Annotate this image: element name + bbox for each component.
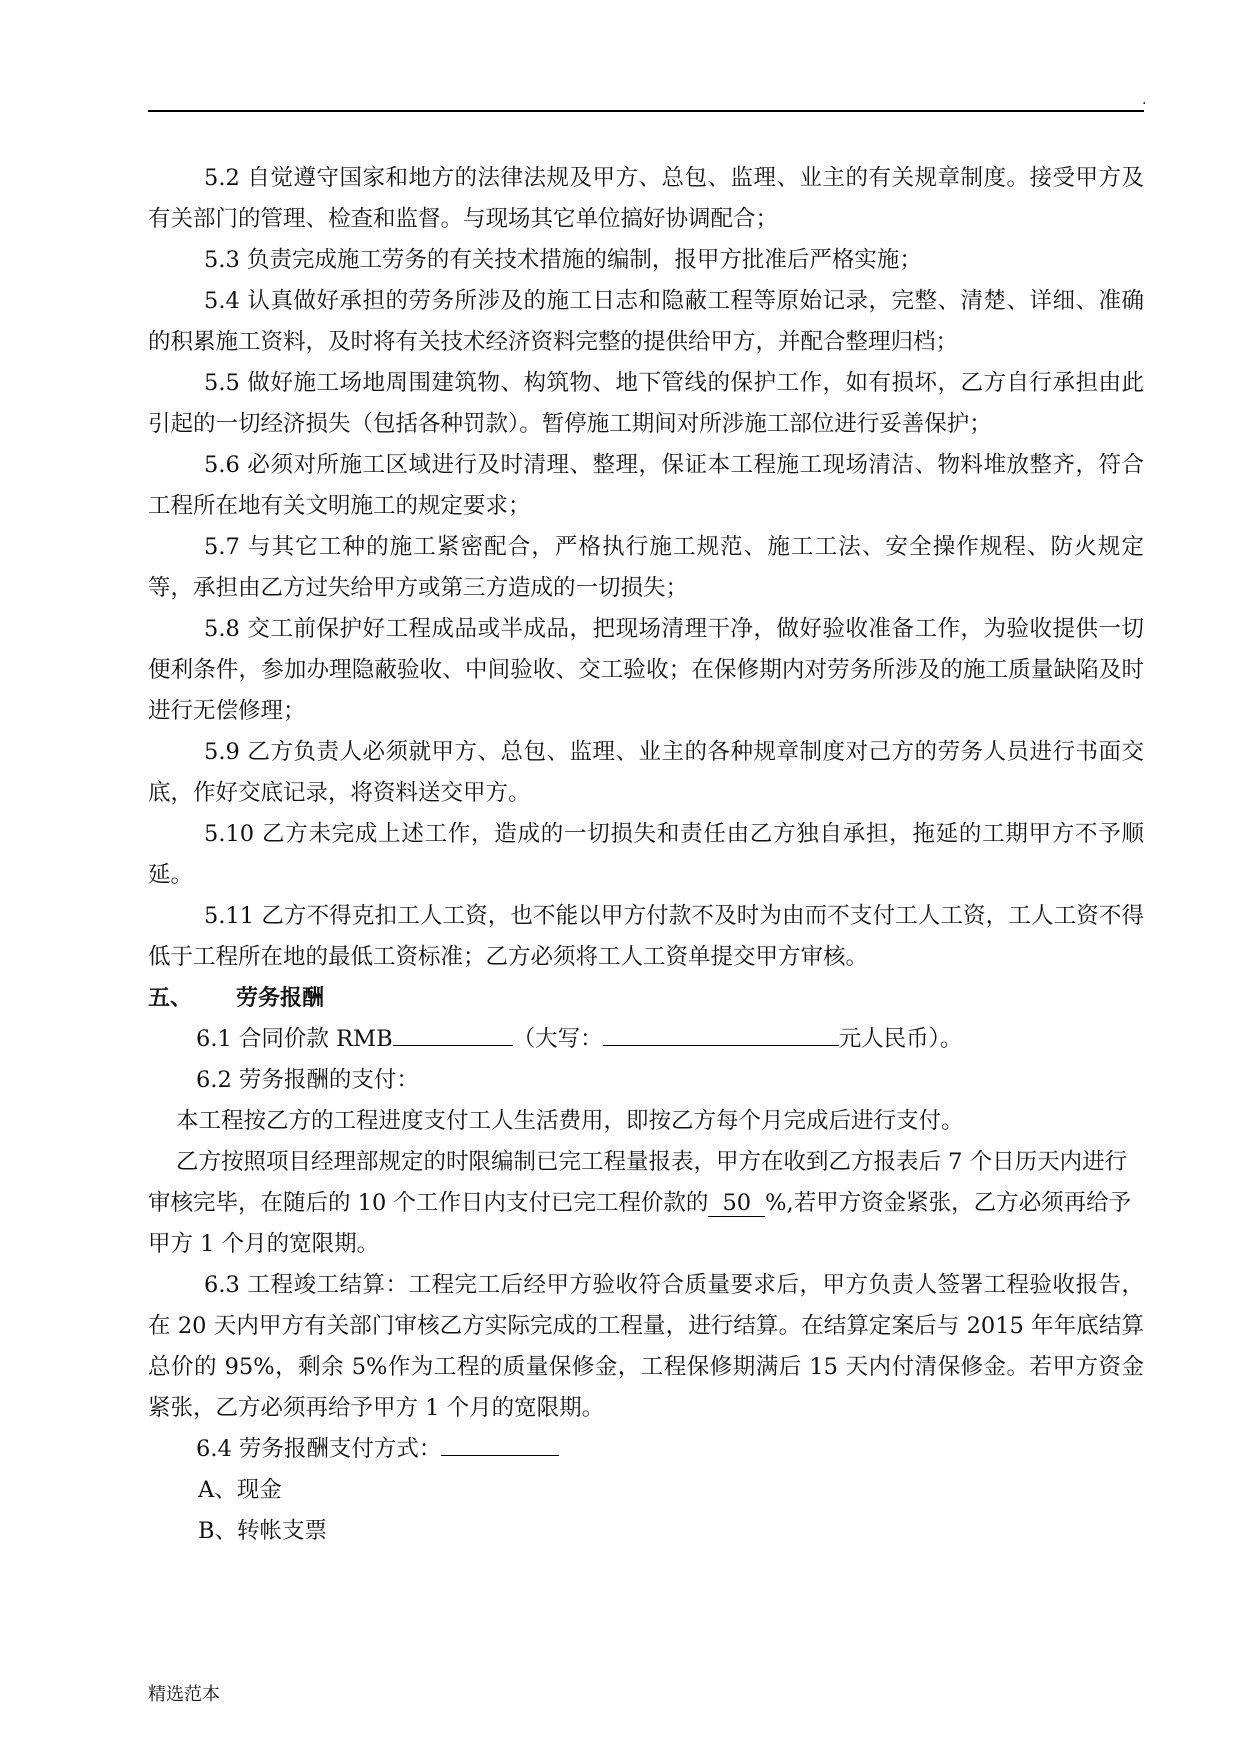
contract-amount-blank[interactable] xyxy=(393,1023,513,1046)
clause-5-4: 5.4 认真做好承担的劳务所涉及的施工日志和隐蔽工程等原始记录，完整、清楚、详细、准确的积累施工资料，及时将有关技术经济资料完整的提供给甲方，并配合整理归档； xyxy=(148,288,1144,355)
payment-method-blank[interactable] xyxy=(441,1433,559,1456)
clause-6-1 xyxy=(148,1019,1144,1060)
clause-6-2-text1: 本工程按乙方的工程进度支付工人生活费用，即按乙方每个月完成后进行支付。 xyxy=(176,1108,964,1134)
clause-6-4-label: 6.4 劳务报酬支付方式： xyxy=(196,1436,442,1462)
section-heading xyxy=(148,978,1144,1019)
clause-6-3: 6.3 工程竣工结算：工程完工后经甲方验收符合质量要求后，甲方负责人签署工程验收报告，在 20 天内甲方有关部门审核乙方实际完成的工程量，进行结算。在结算定案后与 2015 年年底结算总价的 95%，剩余 5%作为工程的质量保修金，工程保修期满后 15 天内付清保修金。若甲方资金紧张，乙方必须再给予甲方 1 个月的宽限期。 xyxy=(148,1272,1144,1421)
clause-5-5: 5.5 做好施工场地周围建筑物、构筑物、地下管线的保护工作，如有损坏，乙方自行承担由此引起的一切经济损失（包括各种罚款）。暂停施工期间对所涉施工部位进行妥善保护； xyxy=(148,370,1144,437)
header-rule xyxy=(148,110,1144,112)
section-number: 五、 xyxy=(148,986,193,1011)
clause-6-1-suffix: 元人民币）。 xyxy=(838,1026,963,1052)
clause-5-11: 5.11 乙方不得克扣工人工资，也不能以甲方付款不及时为由而不支付工人工资，工人工资不得低于工程所在地的最低工资标准；乙方必须将工人工资单提交甲方审核。 xyxy=(148,903,1144,970)
clause-5-3: 5.3 负责完成施工劳务的有关技术措施的编制，报甲方批准后严格实施； xyxy=(204,247,922,273)
clause-6-2-text2b: %,若甲方资金紧张，乙方必须再给予甲方 1 个月的宽限期。 xyxy=(148,1190,1132,1257)
clause-5-10: 5.10 乙方未完成上述工作，造成的一切损失和责任由乙方独自承担，拖延的工期甲方不予顺延。 xyxy=(148,821,1144,888)
option-b-transfer-check: B、转帐支票 xyxy=(198,1518,328,1544)
clause-6-2-label: 6.2 劳务报酬的支付： xyxy=(196,1067,419,1093)
clause-6-4 xyxy=(148,1429,1144,1470)
clause-6-2-text2a: 乙方按照项目经理部规定的时限编制已完工程量报表，甲方在收到乙方报表后 7 个日历天内进行审核完毕，在随后的 10 个工作日内支付已完工程价款的 xyxy=(148,1149,1128,1216)
clause-5-2: 5.2 自觉遵守国家和地方的法律法规及甲方、总包、监理、业主的有关规章制度。接受甲方及有关部门的管理、检查和监督。与现场其它单位搞好协调配合； xyxy=(148,165,1144,232)
clause-5-7: 5.7 与其它工种的施工紧密配合，严格执行施工规范、施工工法、安全操作规程、防火规定等，承担由乙方过失给甲方或第三方造成的一切损失； xyxy=(148,534,1144,601)
clause-6-1-prefix: 6.1 合同价款 RMB xyxy=(196,1026,393,1052)
option-a-cash: A、现金 xyxy=(198,1477,282,1503)
clause-5-9: 5.9 乙方负责人必须就甲方、总包、监理、业主的各种规章制度对己方的劳务人员进行书面交底，作好交底记录，将资料送交甲方。 xyxy=(148,739,1144,806)
payment-percent: 50 xyxy=(708,1190,765,1217)
clause-6-1-middle: （大写： xyxy=(512,1026,603,1052)
document-body xyxy=(148,158,1144,1552)
header-dot: . xyxy=(1142,92,1147,108)
section-title: 劳务报酬 xyxy=(236,986,325,1011)
clause-5-8: 5.8 交工前保护好工程成品或半成品，把现场清理干净，做好验收准备工作，为验收提供一切便利条件，参加办理隐蔽验收、中间验收、交工验收；在保修期内对劳务所涉及的施工质量缺陷及时进行无偿修理； xyxy=(148,616,1144,724)
footer-text: 精选范本 xyxy=(148,1684,220,1705)
clause-5-6: 5.6 必须对所施工区域进行及时清理、整理，保证本工程施工现场清洁、物料堆放整齐，符合工程所在地有关文明施工的规定要求； xyxy=(148,452,1144,519)
amount-in-words-blank[interactable] xyxy=(603,1023,839,1046)
clause-6-2-text2 xyxy=(148,1142,1144,1265)
